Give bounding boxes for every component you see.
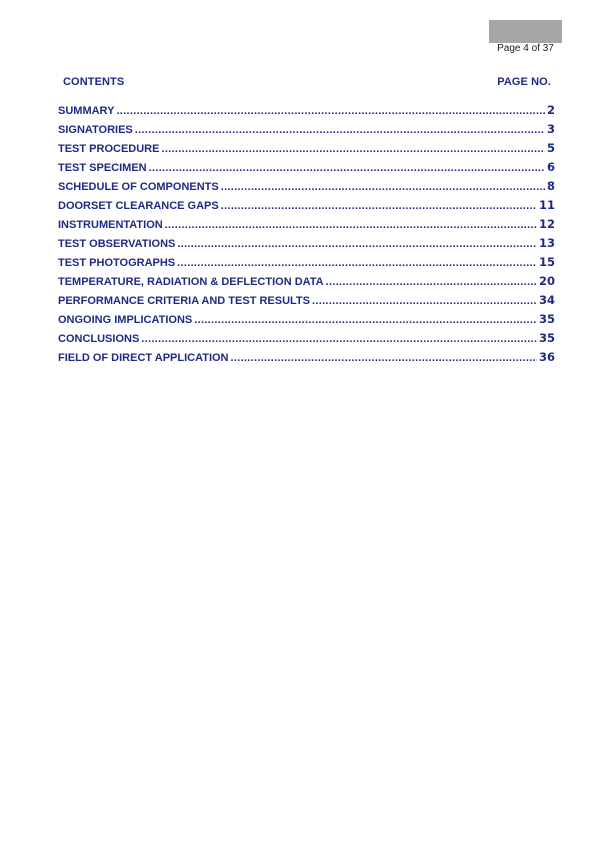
- toc-leader-dots: [116, 105, 545, 117]
- contents-heading: CONTENTS: [63, 76, 125, 88]
- toc-entry-conclusions[interactable]: [58, 331, 555, 350]
- page-no-heading: PAGE NO.: [497, 76, 551, 88]
- toc-entry-ongoing-implications[interactable]: [58, 312, 555, 331]
- toc-entry-page: 5: [546, 141, 555, 155]
- toc-leader-dots: [149, 162, 545, 174]
- toc-leader-dots: [326, 276, 537, 288]
- toc-entry-title: SIGNATORIES: [58, 124, 133, 136]
- toc-entry-page: 35: [538, 312, 555, 326]
- toc-entry-signatories[interactable]: [58, 122, 555, 141]
- toc-entry-page: 15: [538, 255, 555, 269]
- toc-entry-title: TEMPERATURE, RADIATION & DEFLECTION DATA: [58, 276, 324, 288]
- toc-entry-test-procedure[interactable]: [58, 141, 555, 160]
- toc-entry-page: 3: [546, 122, 555, 136]
- toc-entry-page: 6: [546, 160, 555, 174]
- toc-entry-title: TEST OBSERVATIONS: [58, 238, 176, 250]
- toc-leader-dots: [161, 143, 545, 155]
- toc-entry-test-specimen[interactable]: [58, 160, 555, 179]
- toc-entry-title: INSTRUMENTATION: [58, 219, 163, 231]
- toc-entry-performance-criteria[interactable]: [58, 293, 555, 312]
- toc-entry-instrumentation[interactable]: [58, 217, 555, 236]
- toc-leader-dots: [177, 257, 537, 269]
- toc-entry-title: SUMMARY: [58, 105, 115, 117]
- toc-entry-page: 35: [538, 331, 555, 345]
- toc-entry-title: PERFORMANCE CRITERIA AND TEST RESULTS: [58, 295, 310, 307]
- toc-entry-temperature-radiation-deflection[interactable]: [58, 274, 555, 293]
- toc-entry-title: DOORSET CLEARANCE GAPS: [58, 200, 219, 212]
- toc-entry-test-photographs[interactable]: [58, 255, 555, 274]
- toc-entry-title: TEST PROCEDURE: [58, 143, 160, 155]
- toc-entry-field-of-direct-application[interactable]: [58, 350, 555, 369]
- toc-leader-dots: [165, 219, 537, 231]
- toc-entry-page: 36: [538, 350, 555, 364]
- toc-entry-page: 13: [538, 236, 555, 250]
- toc-entry-test-observations[interactable]: [58, 236, 555, 255]
- toc-entry-page: 8: [546, 179, 555, 193]
- toc-entry-title: TEST SPECIMEN: [58, 162, 147, 174]
- toc-entry-title: TEST PHOTOGRAPHS: [58, 257, 176, 269]
- toc-entry-doorset-clearance-gaps[interactable]: [58, 198, 555, 217]
- toc-entry-title: FIELD OF DIRECT APPLICATION: [58, 352, 229, 364]
- toc-entry-title: SCHEDULE OF COMPONENTS: [58, 181, 219, 193]
- toc-header: [63, 76, 551, 90]
- table-of-contents: [58, 103, 555, 369]
- toc-entry-title: ONGOING IMPLICATIONS: [58, 314, 193, 326]
- toc-entry-page: 20: [538, 274, 555, 288]
- toc-leader-dots: [177, 238, 537, 250]
- toc-leader-dots: [221, 181, 545, 193]
- toc-entry-schedule-of-components[interactable]: [58, 179, 555, 198]
- toc-entry-title: CONCLUSIONS: [58, 333, 140, 345]
- toc-entry-page: 11: [538, 198, 555, 212]
- toc-leader-dots: [312, 295, 537, 307]
- page-number: Page 4 of 37: [497, 43, 554, 54]
- toc-entry-page: 2: [546, 103, 555, 117]
- toc-leader-dots: [135, 124, 545, 136]
- toc-leader-dots: [231, 352, 537, 364]
- toc-entry-summary[interactable]: [58, 103, 555, 122]
- toc-entry-page: 12: [538, 217, 555, 231]
- toc-leader-dots: [141, 333, 537, 345]
- page-header-tab: [489, 20, 562, 43]
- toc-leader-dots: [194, 314, 537, 326]
- toc-leader-dots: [221, 200, 537, 212]
- toc-entry-page: 34: [538, 293, 555, 307]
